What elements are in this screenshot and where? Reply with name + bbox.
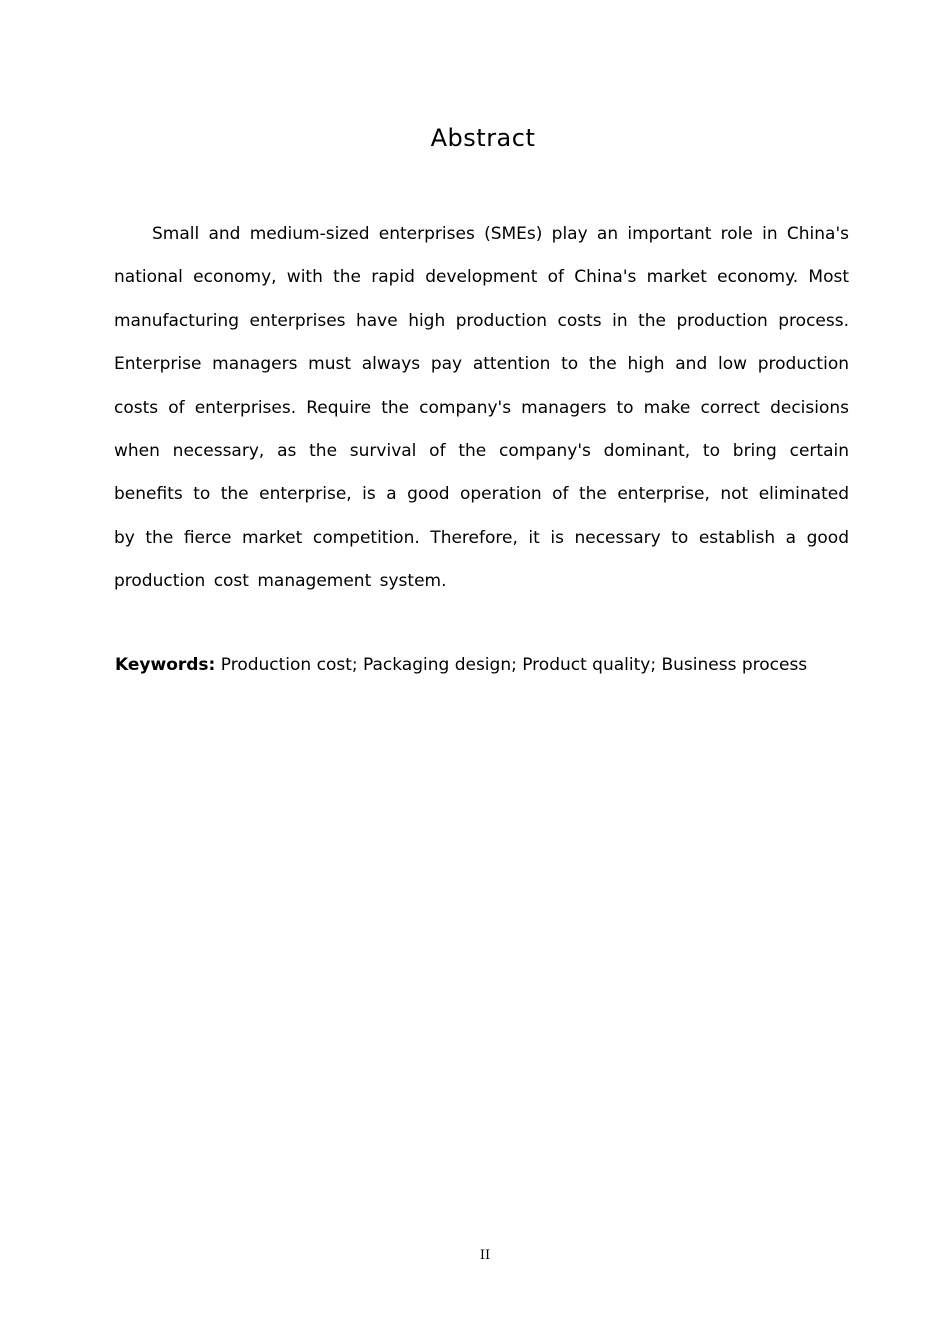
page-title: Abstract bbox=[430, 124, 536, 152]
keywords-label: Keywords: bbox=[115, 655, 216, 675]
keywords-line bbox=[115, 652, 875, 678]
abstract-body: Small and medium-sized enterprises (SMEs) play an important role in China's national economy, with the rapid development of China's market economy. Most manufacturing enterprises have high production costs in the production process. Enterprise managers must always pay attention to the high and low production costs of enterprises. Require the company's managers to make correct decisions when necessary, as the survival of the company's dominant, to bring certain benefits to the enterprise, is a good operation of the enterprise, not eliminated by the fierce market competition. Therefore, it is necessary to establish a good production cost management system. bbox=[114, 224, 849, 592]
keywords-list: Production cost; Packaging design; Product quality; Business process bbox=[220, 655, 808, 675]
page-number: II bbox=[479, 1248, 491, 1263]
